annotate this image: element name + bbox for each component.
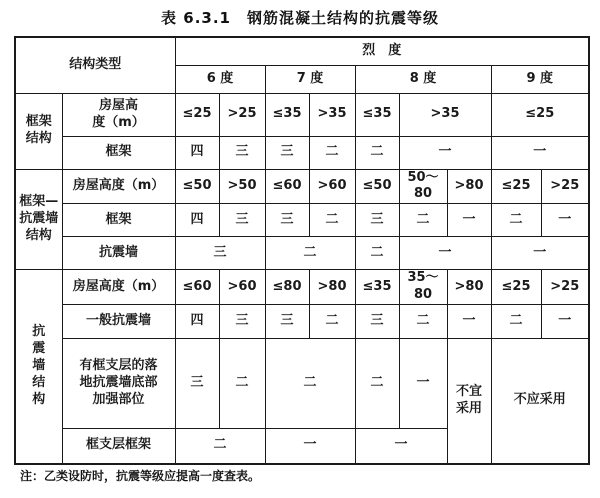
seismic-grade-table [14, 36, 590, 465]
group-frame-wall-structure: 框架— 抗震墙 结构 [15, 169, 62, 270]
header-intensity: 烈 度 [175, 37, 589, 65]
cell-transfer-frame-6: 二 [175, 429, 265, 464]
cell-fw-wall-6: 三 [175, 237, 265, 270]
cell-fw-frame-7-high: 二 [309, 204, 355, 237]
cell-wall-height-8-low: ≤35 [355, 270, 399, 305]
cell-fw-wall-9: 一 [491, 237, 589, 270]
cell-frame-grade-8-low: 二 [355, 136, 399, 169]
cell-transfer-8-mid: 一 [399, 339, 447, 429]
cell-frame-height-6-low: ≤25 [175, 93, 219, 136]
cell-frame-height-8-high: >35 [399, 93, 491, 136]
cell-fw-height-9-low: ≤25 [491, 169, 541, 204]
row-label-transfer-frame: 框支层框架 [62, 429, 175, 464]
header-degree-8: 8 度 [355, 65, 491, 93]
row-label-frame-wall-frame: 框架 [62, 204, 175, 237]
cell-transfer-7: 二 [265, 339, 355, 429]
cell-general-8-mid: 二 [399, 305, 447, 339]
cell-wall-height-7-high: >80 [309, 270, 355, 305]
row-label-frame-wall-wall: 抗震墙 [62, 237, 175, 270]
cell-fw-height-7-low: ≤60 [265, 169, 309, 204]
row-label-frame-height: 房屋高 度（m） [62, 93, 175, 136]
cell-general-6-low: 四 [175, 305, 219, 339]
cell-frame-grade-9: 一 [491, 136, 589, 169]
row-label-frame-frame: 框架 [62, 136, 175, 169]
cell-general-6-high: 三 [219, 305, 265, 339]
cell-frame-grade-6-low: 四 [175, 136, 219, 169]
cell-not-suitable: 不宜 采用 [447, 339, 491, 464]
cell-fw-height-8-low: ≤50 [355, 169, 399, 204]
cell-fw-frame-8-high: 一 [447, 204, 491, 237]
cell-wall-height-7-low: ≤80 [265, 270, 309, 305]
cell-fw-frame-7-low: 三 [265, 204, 309, 237]
cell-transfer-6-high: 二 [219, 339, 265, 429]
cell-frame-height-6-high: >25 [219, 93, 265, 136]
cell-frame-height-9: ≤25 [491, 93, 589, 136]
cell-wall-height-8-mid: 35～80 [399, 270, 447, 305]
cell-general-9-high: 一 [541, 305, 589, 339]
cell-wall-height-6-low: ≤60 [175, 270, 219, 305]
cell-general-8-low: 三 [355, 305, 399, 339]
cell-fw-frame-8-low: 三 [355, 204, 399, 237]
row-label-frame-wall-height: 房屋高度（m） [62, 169, 175, 204]
cell-fw-wall-8-low: 二 [355, 237, 399, 270]
cell-fw-height-8-high: >80 [447, 169, 491, 204]
cell-transfer-frame-8: 一 [355, 429, 447, 464]
cell-transfer-8-low: 二 [355, 339, 399, 429]
cell-fw-frame-9-high: 一 [541, 204, 589, 237]
header-degree-9: 9 度 [491, 65, 589, 93]
group-wall-structure: 抗 震 墙 结 构 [15, 270, 62, 464]
cell-wall-height-8-high: >80 [447, 270, 491, 305]
cell-general-8-high: 一 [447, 305, 491, 339]
cell-wall-height-6-high: >60 [219, 270, 265, 305]
cell-frame-grade-6-high: 三 [219, 136, 265, 169]
header-structure-type: 结构类型 [15, 37, 175, 93]
group-frame-structure: 框架 结构 [15, 93, 62, 169]
cell-frame-grade-7-high: 二 [309, 136, 355, 169]
cell-wall-height-9-low: ≤25 [491, 270, 541, 305]
row-label-wall-height: 房屋高度（m） [62, 270, 175, 305]
cell-frame-grade-8-high: 一 [399, 136, 491, 169]
cell-fw-frame-9-low: 二 [491, 204, 541, 237]
cell-fw-wall-8-high: 一 [399, 237, 491, 270]
cell-fw-height-9-high: >25 [541, 169, 589, 204]
cell-general-7-high: 二 [309, 305, 355, 339]
header-degree-6: 6 度 [175, 65, 265, 93]
cell-wall-height-9-high: >25 [541, 270, 589, 305]
cell-transfer-frame-7: 一 [265, 429, 355, 464]
cell-general-9-low: 二 [491, 305, 541, 339]
cell-fw-frame-6-high: 三 [219, 204, 265, 237]
row-label-general-wall: 一般抗震墙 [62, 305, 175, 339]
cell-fw-height-6-high: >50 [219, 169, 265, 204]
cell-general-7-low: 三 [265, 305, 309, 339]
cell-frame-height-8-low: ≤35 [355, 93, 399, 136]
cell-frame-grade-7-low: 三 [265, 136, 309, 169]
table-title: 表 6.3.1 钢筋混凝土结构的抗震等级 [161, 9, 439, 27]
table-note: 注：乙类设防时，抗震等级应提高一度查表。 [20, 469, 261, 483]
header-degree-7: 7 度 [265, 65, 355, 93]
row-label-transfer-wall-base: 有框支层的落 地抗震墙底部 加强部位 [62, 339, 175, 429]
cell-fw-frame-8-mid: 二 [399, 204, 447, 237]
cell-not-applicable: 不应采用 [491, 339, 589, 464]
cell-frame-height-7-high: >35 [309, 93, 355, 136]
cell-transfer-6-low: 三 [175, 339, 219, 429]
cell-frame-height-7-low: ≤35 [265, 93, 309, 136]
cell-fw-frame-6-low: 四 [175, 204, 219, 237]
cell-fw-wall-7: 二 [265, 237, 355, 270]
cell-fw-height-6-low: ≤50 [175, 169, 219, 204]
cell-fw-height-7-high: >60 [309, 169, 355, 204]
cell-fw-height-8-mid: 50～80 [399, 169, 447, 204]
